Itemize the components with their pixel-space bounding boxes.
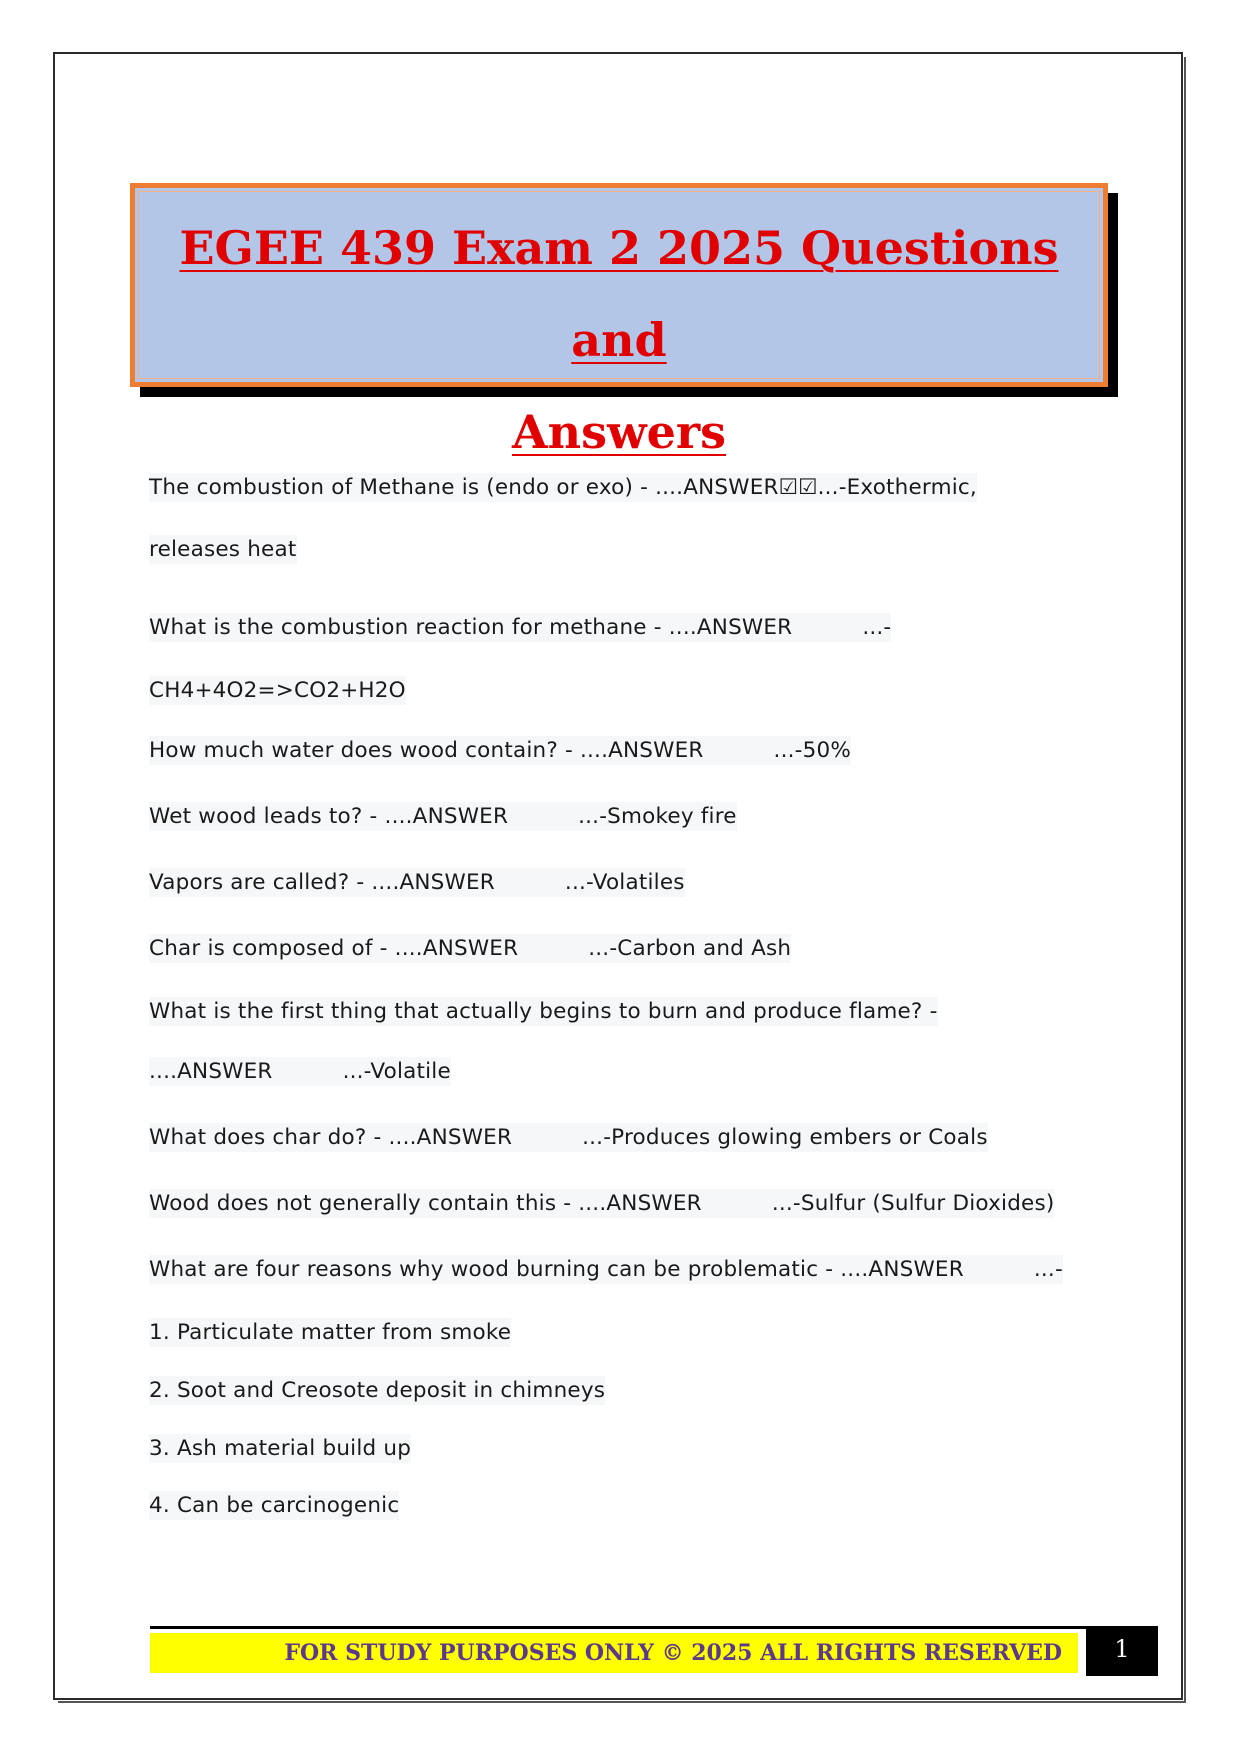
- qa-3-answer: ...-50%: [773, 738, 851, 763]
- reason-4: 4. Can be carcinogenic: [149, 1493, 400, 1518]
- title-box: [130, 183, 1108, 459]
- qa-7-answer: ...-Volatile: [342, 1059, 451, 1084]
- qa-6: [149, 934, 791, 963]
- qa-6-answer: ...-Carbon and Ash: [588, 936, 792, 961]
- qa-8-question: What does char do? - ....ANSWER: [149, 1125, 513, 1150]
- qa-3: [149, 736, 851, 765]
- document-title: [135, 202, 1103, 478]
- title-line-2: Answers: [511, 405, 727, 459]
- qa-2-line-2: CH4+4O2=>CO2+H2O: [149, 678, 406, 703]
- qa-2-question: What is the combustion reaction for methane - ....ANSWER: [149, 615, 793, 640]
- qa-2-answer: ...-: [862, 615, 892, 640]
- qa-9: [149, 1189, 1054, 1218]
- qa-6-question: Char is composed of - ....ANSWER: [149, 936, 519, 961]
- qa-9-question: Wood does not generally contain this - ....ANSWER: [149, 1191, 702, 1216]
- qa-1-line-1: The combustion of Methane is (endo or exo) - ....ANSWER☑☑...-Exothermic,: [149, 475, 977, 500]
- qa-5-question: Vapors are called? - ....ANSWER: [149, 870, 495, 895]
- qa-10: [149, 1255, 1063, 1284]
- qa-9-answer: ...-Sulfur (Sulfur Dioxides): [771, 1191, 1055, 1216]
- footer-rule: [150, 1626, 1090, 1629]
- qa-7-question: ....ANSWER: [149, 1059, 273, 1084]
- reason-2: 2. Soot and Creosote deposit in chimneys: [149, 1378, 606, 1403]
- qa-3-question: How much water does wood contain? - ....ANSWER: [149, 738, 704, 763]
- qa-1-line-2: releases heat: [149, 537, 297, 562]
- title-line-1: EGEE 439 Exam 2 2025 Questions and: [179, 221, 1059, 367]
- reason-3: 3. Ash material build up: [149, 1436, 412, 1461]
- qa-2-line-1: [149, 613, 891, 642]
- qa-5-answer: ...-Volatiles: [564, 870, 685, 895]
- reason-1: 1. Particulate matter from smoke: [149, 1320, 512, 1345]
- qa-4: [149, 802, 737, 831]
- qa-8-answer: ...-Produces glowing embers or Coals: [582, 1125, 988, 1150]
- qa-4-question: Wet wood leads to? - ....ANSWER: [149, 804, 509, 829]
- qa-10-answer: ...-: [1033, 1257, 1063, 1282]
- qa-8: [149, 1123, 988, 1152]
- qa-4-answer: ...-Smokey fire: [578, 804, 737, 829]
- qa-5: [149, 868, 685, 897]
- qa-7-line-2: [149, 1057, 451, 1086]
- footer-notice: FOR STUDY PURPOSES ONLY © 2025 ALL RIGHTS RESERVED: [150, 1633, 1078, 1673]
- qa-7-line-1: What is the first thing that actually begins to burn and produce flame? -: [149, 999, 938, 1024]
- page-number: 1: [1086, 1626, 1158, 1676]
- qa-10-question: What are four reasons why wood burning can be problematic - ....ANSWER: [149, 1257, 964, 1282]
